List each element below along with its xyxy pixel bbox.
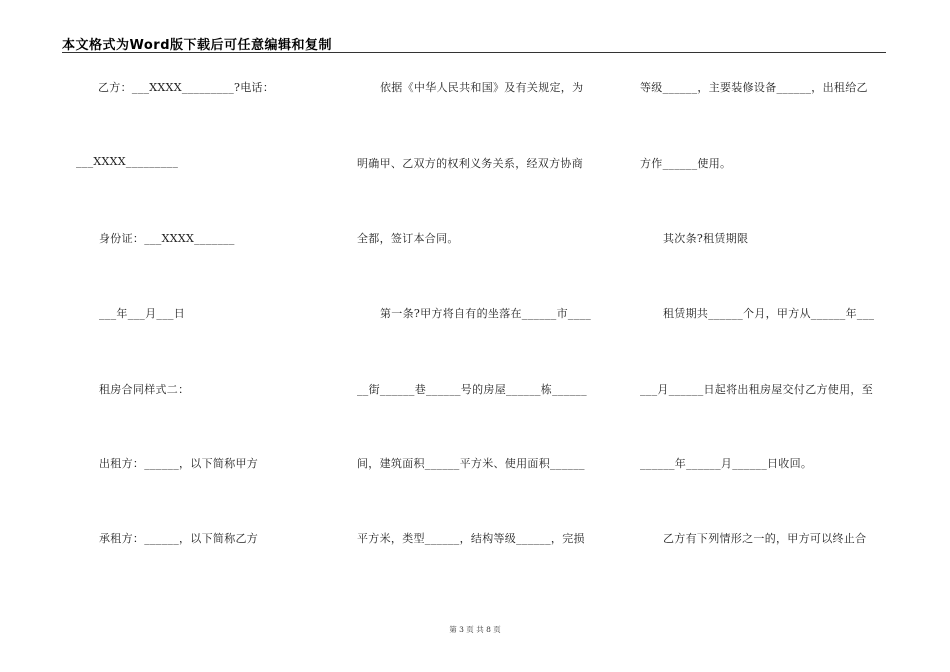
text-line: 第一条?甲方将自有的坐落在______市____ xyxy=(380,307,592,320)
text-line: 间，建筑面积______平方米、使用面积______ xyxy=(357,457,585,470)
text-line: 全都，签订本合同。 xyxy=(357,232,459,245)
text-line: 乙方有下列情形之一的，甲方可以终止合 xyxy=(663,532,867,545)
text-line: 平方米，类型______，结构等级______，完损 xyxy=(357,532,585,545)
text-line: ___年___月___日 xyxy=(99,307,186,320)
text-line: 等级______，主要装修设备______，出租给乙 xyxy=(640,81,868,94)
text-line: ______年______月______日收回。 xyxy=(640,457,813,470)
text-line: 租房合同样式二： xyxy=(99,383,190,396)
text-line: 方作______使用。 xyxy=(640,157,732,170)
text-line: 明确甲、乙双方的权利义务关系，经双方协商 xyxy=(357,157,583,170)
text-line: 身份证：___XXXX_______ xyxy=(99,232,235,245)
text-line: 其次条?租赁期限 xyxy=(663,232,749,245)
text-line: ___XXXX_________ xyxy=(76,155,179,168)
text-line: 承租方：______，以下简称乙方 xyxy=(99,532,259,545)
text-line: 出租方：______，以下简称甲方 xyxy=(99,457,259,470)
text-line: 租赁期共______个月，甲方从______年___ xyxy=(663,307,875,320)
text-line: ___月______日起将出租房屋交付乙方使用，至 xyxy=(640,383,873,396)
text-line: 依据《中华人民共和国》及有关规定，为 xyxy=(380,81,584,94)
document-header-title: 本文格式为Word版下载后可任意编辑和复制 xyxy=(62,38,333,53)
text-line: 乙方：___XXXX_________?电话： xyxy=(98,81,275,94)
text-line: __街______巷______号的房屋______栋______ xyxy=(357,383,587,396)
page-number-footer: 第 3 页 共 8 页 xyxy=(449,625,501,634)
